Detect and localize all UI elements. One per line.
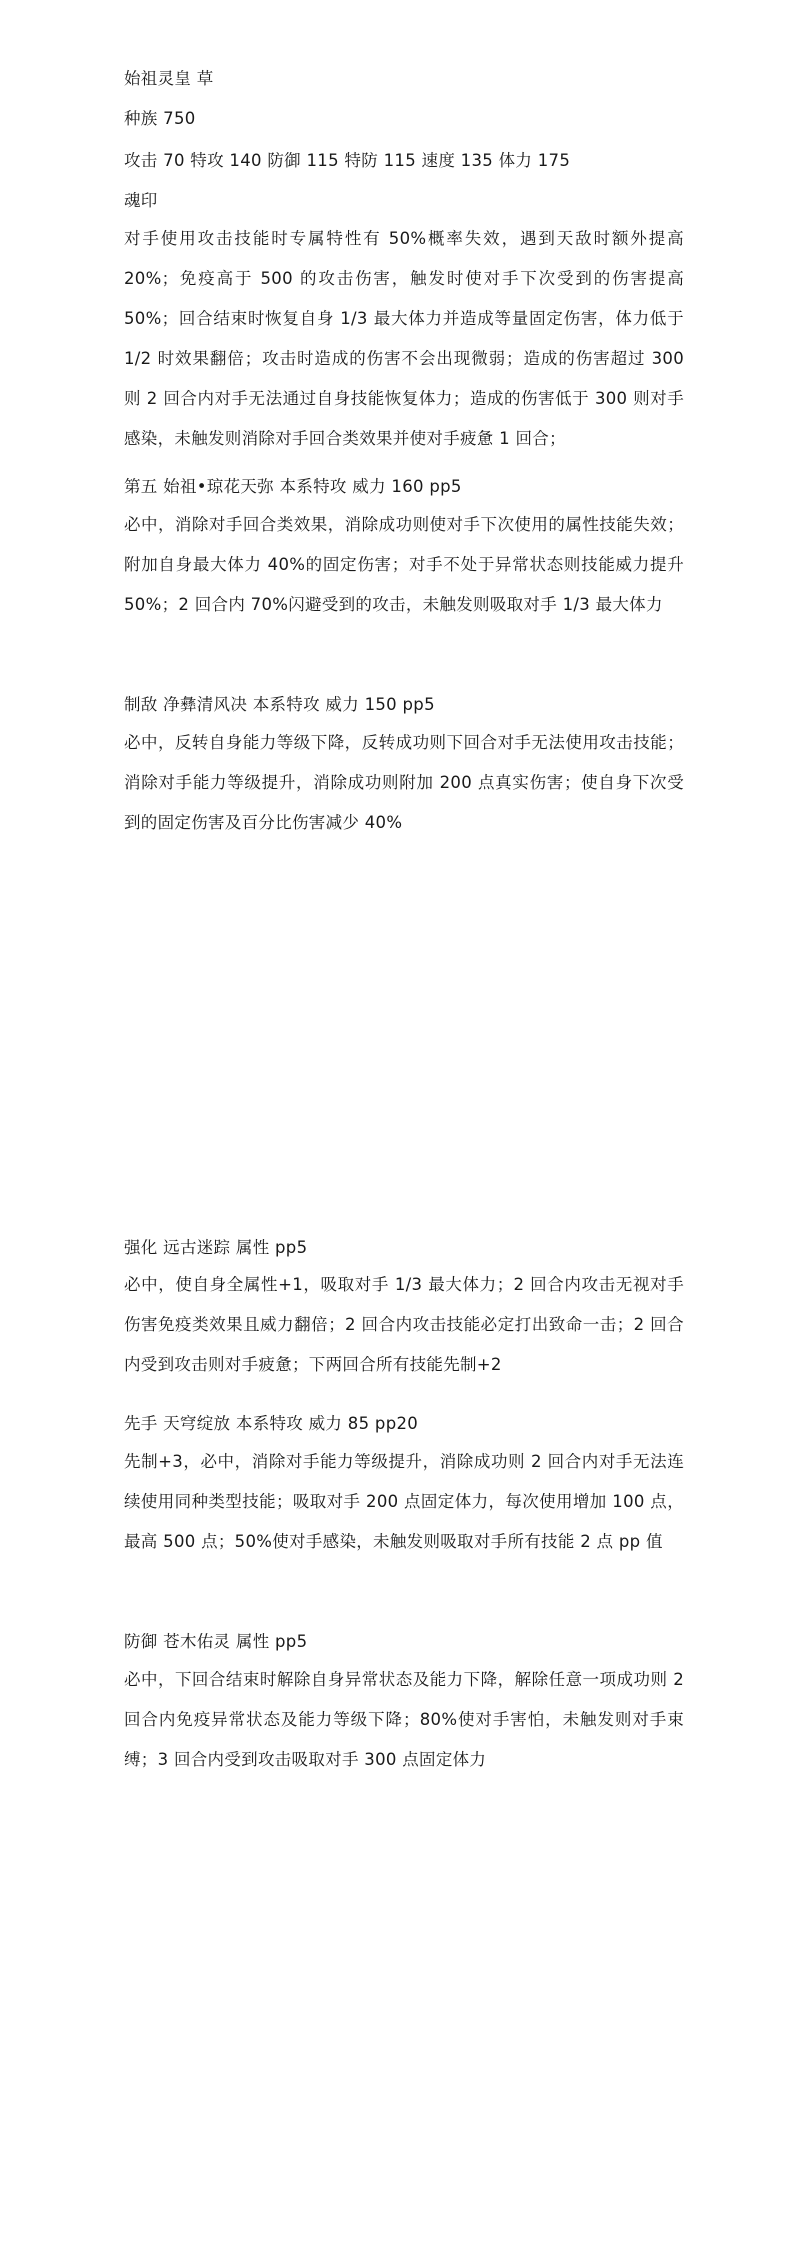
skill-desc-fifth: 必中，消除对手回合类效果，消除成功则使对手下次使用的属性技能失效；附加自身最大体力 40%的固定伤害；对手不处于异常状态则技能威力提升 50%；2 回合内 70%闪避受到的攻击，未触发则吸取对手 1/3 最大体力 — [124, 515, 684, 614]
skill-title-priority: 先手 天穹绽放 本系特攻 威力 85 pp20 — [124, 1414, 419, 1433]
skill-title-fifth: 第五 始祖•琼花天弥 本系特攻 威力 160 pp5 — [124, 477, 462, 496]
skill-title-buff: 强化 远古迷踪 属性 pp5 — [124, 1238, 308, 1257]
race-total: 种族 750 — [124, 109, 196, 128]
soul-mark-title: 魂印 — [124, 191, 158, 210]
soul-mark-desc: 对手使用攻击技能时专属特性有 50%概率失效，遇到天敌时额外提高 20%；免疫高于 500 的攻击伤害，触发时使对手下次受到的伤害提高 50%；回合结束时恢复自身 1/3 最大体力并造成等量固定伤害，体力低于 1/2 时效果翻倍；攻击时造成的伤害不会出现微弱；造成的伤害超过 300 则 2 回合内对手无法通过自身技能恢复体力；造成的伤害低于 300 则对手感染，未触发则消除对手回合类效果并使对手疲惫 1 回合； — [124, 229, 684, 448]
stats-line: 攻击 70 特攻 140 防御 115 特防 115 速度 135 体力 175 — [124, 151, 571, 170]
skill-desc-buff: 必中，使自身全属性+1，吸取对手 1/3 最大体力；2 回合内攻击无视对手伤害免疫类效果且威力翻倍；2 回合内攻击技能必定打出致命一击；2 回合内受到攻击则对手疲惫；下两回合所有技能先制+2 — [124, 1275, 684, 1374]
pet-name: 始祖灵皇 草 — [124, 69, 214, 88]
skill-desc-priority: 先制+3，必中，消除对手能力等级提升，消除成功则 2 回合内对手无法连续使用同种类型技能；吸取对手 200 点固定体力，每次使用增加 100 点，最高 500 点；50%使对手感染，未触发则吸取对手所有技能 2 点 pp 值 — [124, 1452, 684, 1551]
skill-desc-defense: 必中，下回合结束时解除自身异常状态及能力下降，解除任意一项成功则 2 回合内免疫异常状态及能力等级下降；80%使对手害怕，未触发则对手束缚；3 回合内受到攻击吸取对手 300 点固定体力 — [124, 1670, 684, 1769]
skill-title-defense: 防御 苍木佑灵 属性 pp5 — [124, 1632, 308, 1651]
skill-title-counter: 制敌 净彝清风决 本系特攻 威力 150 pp5 — [124, 695, 435, 714]
skill-desc-counter: 必中，反转自身能力等级下降，反转成功则下回合对手无法使用攻击技能；消除对手能力等级提升，消除成功则附加 200 点真实伤害；使自身下次受到的固定伤害及百分比伤害减少 40% — [124, 733, 684, 832]
